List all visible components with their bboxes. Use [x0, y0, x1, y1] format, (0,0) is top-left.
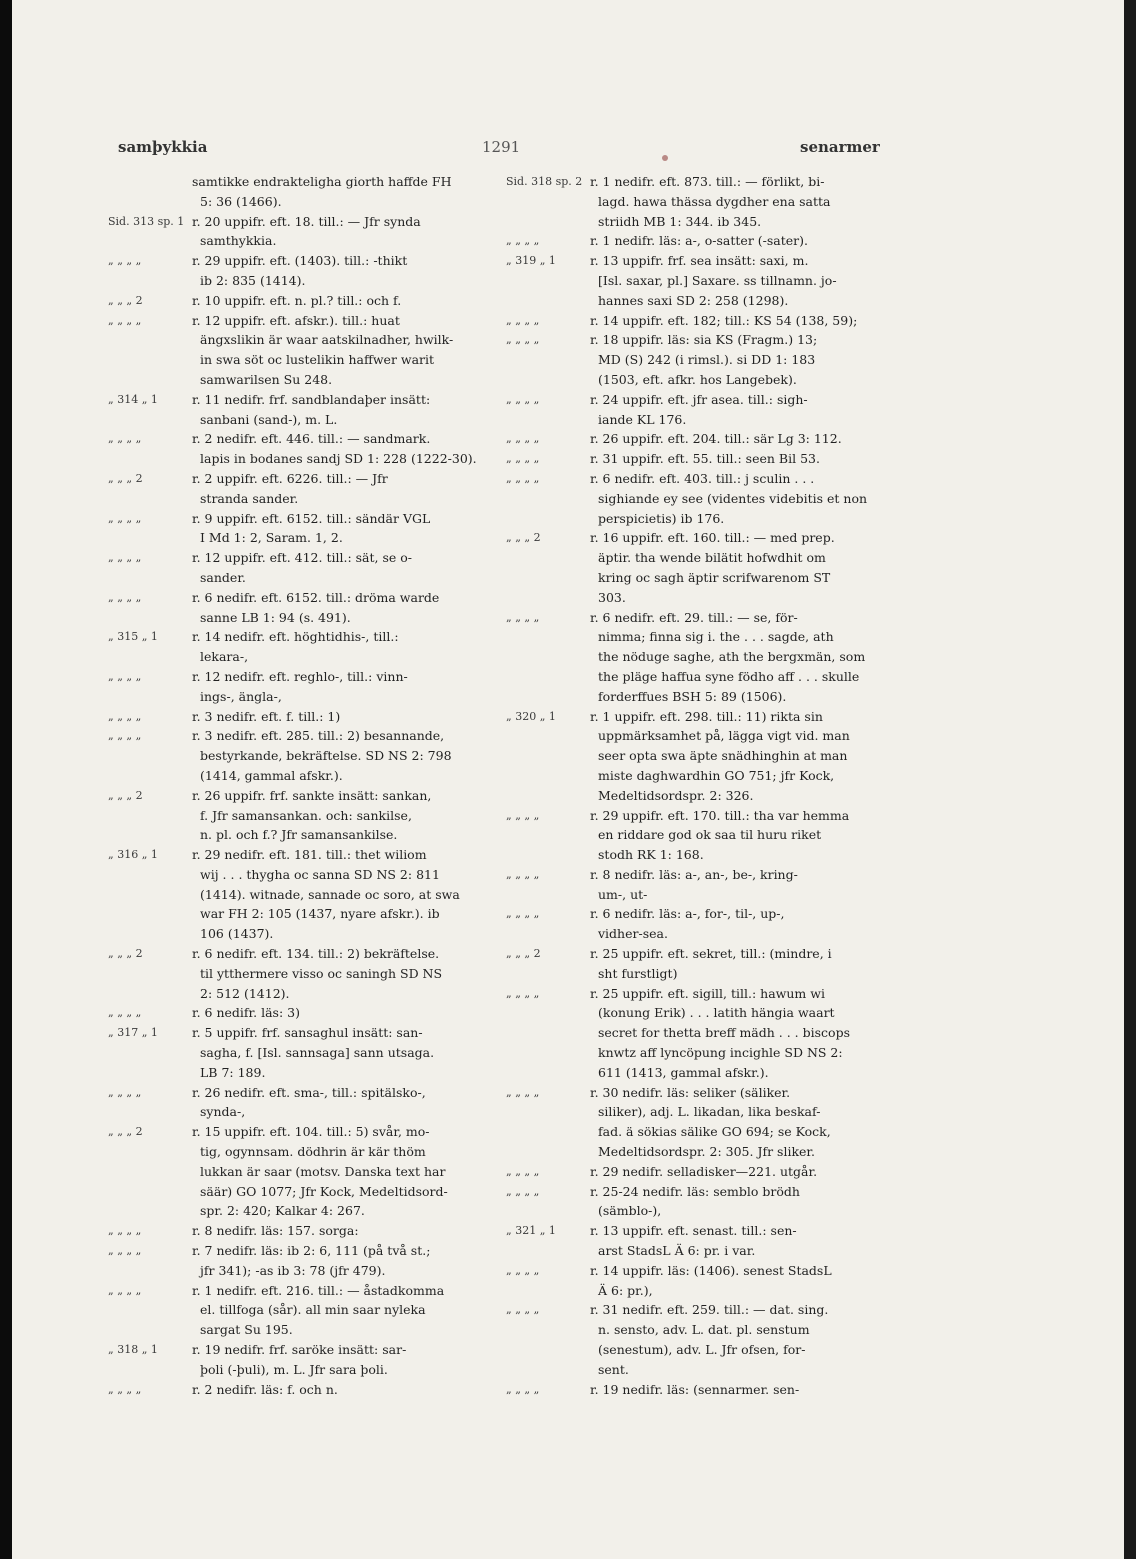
entry-line: samtikke endrakteligha giorth haffde FH	[192, 174, 452, 189]
entry-line: r. 29 uppifr. eft. 170. till.: tha var hemma	[590, 807, 850, 823]
entry-line: r. 12 uppifr. eft. 412. till.: sät, se o-	[192, 550, 413, 566]
entry-line: n. sensto, adv. L. dat. pl. senstum	[598, 1322, 810, 1338]
entry-reference: „ „ „ „	[506, 986, 540, 1000]
correction-entry	[108, 726, 498, 785]
entry-text	[590, 1380, 893, 1400]
correction-entry	[506, 1221, 893, 1261]
correction-entry	[108, 1122, 498, 1221]
entry-line: sargat Su 195.	[200, 1322, 293, 1338]
entry-text	[590, 608, 893, 707]
entry-reference: „ „ „ „	[506, 1382, 540, 1396]
entry-reference: „ „ „ 2	[108, 947, 143, 961]
entry-text	[192, 1083, 498, 1123]
entry-line: lekara-,	[200, 649, 249, 665]
entry-reference: „ „ „ „	[506, 471, 540, 485]
correction-entry	[108, 944, 498, 1003]
entry-reference: „ „ „ „	[108, 511, 142, 525]
entry-line: þoli (-þuli), m. L. Jfr sara þoli.	[200, 1361, 388, 1377]
entry-line: f. Jfr samansankan. och: sankilse,	[200, 807, 412, 823]
entry-text	[192, 786, 498, 845]
entry-reference: „ „ „ „	[506, 867, 540, 881]
entry-text	[192, 944, 498, 1003]
entry-reference: „ „ „ „	[108, 729, 142, 743]
entry-reference: „ „ „ „	[108, 1244, 142, 1258]
correction-entry	[506, 449, 893, 469]
entry-reference: „ „ „ 2	[108, 1125, 143, 1139]
entry-line: äptir. tha wende bilätit hofwdhit om	[598, 550, 826, 566]
entry-line: r. 1 nedifr. eft. 216. till.: — åstadkomma	[192, 1282, 445, 1298]
entry-reference: „ „ „ 2	[108, 293, 143, 307]
entry-line: r. 2 uppifr. eft. 6226. till.: — Jfr	[192, 470, 388, 486]
entry-line: MD (S) 242 (i rimsl.). si DD 1: 183	[598, 352, 816, 368]
entry-text	[192, 311, 498, 390]
entry-line: r. 12 uppifr. eft. afskr.). till.: huat	[192, 312, 400, 328]
entry-reference: „ „ „ „	[108, 1006, 142, 1020]
entry-line: r. 14 nedifr. eft. höghtidhis-, till.:	[192, 629, 399, 645]
entry-line: Medeltidsordspr. 2: 326.	[598, 787, 754, 803]
entry-line: jfr 341); -as ib 3: 78 (jfr 479).	[200, 1262, 386, 1278]
entry-reference: „ „ „ „	[108, 709, 142, 723]
entry-reference: „ „ „ „	[506, 1184, 540, 1198]
entry-line: (1414, gammal afskr.).	[200, 767, 343, 783]
entry-text	[192, 1281, 498, 1340]
entry-line: [Isl. saxar, pl.] Saxare. ss tillnamn. jo-	[598, 272, 837, 288]
correction-entry	[108, 786, 498, 845]
entry-line: lagd. hawa thässa dygdher ena satta	[598, 193, 831, 209]
entry-line: r. 6 nedifr. eft. 403. till.: j sculin . . .	[590, 470, 815, 486]
entry-line: r. 1 nedifr. läs: a-, o-satter (-sater).	[590, 233, 808, 249]
entry-line: r. 3 nedifr. eft. 285. till.: 2) besannande,	[192, 728, 445, 744]
entry-line: 5: 36 (1466).	[200, 193, 282, 209]
entry-line: 106 (1437).	[200, 926, 274, 942]
entry-reference: „ 316 „ 1	[108, 848, 158, 862]
entry-line: hannes saxi SD 2: 258 (1298).	[598, 292, 789, 308]
entry-text	[590, 1300, 893, 1379]
correction-entry	[506, 944, 893, 984]
entry-reference: „ „ „ „	[506, 333, 540, 347]
running-head-left: samþykkia	[118, 138, 208, 156]
entry-line: forderffues BSH 5: 89 (1506).	[598, 688, 787, 704]
entry-reference: „ „ „ „	[108, 313, 142, 327]
entry-line: striidh MB 1: 344. ib 345.	[598, 213, 762, 229]
entry-text	[192, 390, 498, 430]
entry-line: samthykkia.	[200, 233, 277, 249]
entry-line: r. 29 uppifr. eft. (1403). till.: -thikt	[192, 253, 408, 269]
left-column	[108, 172, 498, 1399]
entry-reference: „ „ „ „	[506, 1303, 540, 1317]
correction-entry	[506, 1300, 893, 1379]
entry-reference: „ „ „ „	[506, 313, 540, 327]
entry-line: r. 8 nedifr. läs: 157. sorga:	[192, 1223, 359, 1239]
entry-text	[192, 469, 498, 509]
entry-line: til ytthermere visso oc saningh SD NS	[200, 965, 443, 981]
entry-line: Medeltidsordspr. 2: 305. Jfr sliker.	[598, 1144, 815, 1160]
entry-line: sanne LB 1: 94 (s. 491).	[200, 609, 351, 625]
entry-reference: „ „ „ „	[506, 907, 540, 921]
entry-reference: „ „ „ „	[108, 254, 142, 268]
entry-line: siliker), adj. L. likadan, lika beskaf-	[598, 1104, 821, 1120]
entry-line: miste daghwardhin GO 751; jfr Kock,	[598, 767, 835, 783]
entry-text	[590, 984, 893, 1083]
entry-reference: „ „ „ „	[506, 1263, 540, 1277]
correction-entry	[506, 390, 893, 430]
correction-entry	[108, 429, 498, 469]
entry-line: LB 7: 189.	[200, 1064, 266, 1080]
entry-text	[590, 1261, 893, 1301]
entry-text	[192, 707, 498, 727]
entry-text	[192, 548, 498, 588]
entry-line: tig, ogynnsam. dödhrin är kär thöm	[200, 1144, 426, 1160]
correction-entry	[108, 588, 498, 628]
correction-entry	[108, 1340, 498, 1380]
entry-line: r. 8 nedifr. läs: a-, an-, be-, kring-	[590, 866, 798, 882]
entry-line: n. pl. och f.? Jfr samansankilse.	[200, 827, 398, 843]
entry-reference: „ „ „ „	[506, 808, 540, 822]
entry-text	[590, 1221, 893, 1261]
entry-line: stodh RK 1: 168.	[598, 847, 704, 863]
correction-entry	[506, 429, 893, 449]
entry-line: war FH 2: 105 (1437, nyare afskr.). ib	[200, 906, 440, 922]
entry-reference: „ 317 „ 1	[108, 1026, 158, 1040]
entry-line: wij . . . thygha oc sanna SD NS 2: 811	[200, 866, 440, 882]
entry-line: r. 19 nedifr. frf. saröke insätt: sar-	[192, 1342, 407, 1358]
entry-line: r. 7 nedifr. läs: ib 2: 6, 111 (på två st.;	[192, 1243, 431, 1259]
entry-reference: „ 319 „ 1	[506, 254, 556, 268]
entry-line: r. 25 uppifr. eft. sigill, till.: hawum wi	[590, 985, 825, 1001]
entry-line: iande KL 176.	[598, 411, 687, 427]
correction-entry	[506, 806, 893, 865]
correction-entry	[506, 528, 893, 607]
entry-line: ib 2: 835 (1414).	[200, 272, 306, 288]
entry-reference: „ „ „ „	[108, 1382, 142, 1396]
entry-text	[192, 627, 498, 667]
entry-text	[590, 429, 893, 449]
entry-line: kring oc sagh äptir scrifwarenom ST	[598, 569, 831, 585]
entry-reference: „ „ „ „	[506, 610, 540, 624]
entry-reference: „ „ „ 2	[108, 471, 143, 485]
entry-line: r. 1 uppifr. eft. 298. till.: 11) rikta sin	[590, 708, 823, 724]
entry-text	[590, 806, 893, 865]
correction-entry	[108, 1281, 498, 1340]
correction-entry	[108, 251, 498, 291]
entry-line: r. 14 uppifr. eft. 182; till.: KS 54 (138, 59);	[590, 312, 858, 328]
entry-line: sander.	[200, 569, 246, 585]
entry-line: Ä 6: pr.),	[598, 1282, 653, 1298]
entry-line: um-, ut-	[598, 886, 648, 902]
entry-line: r. 26 uppifr. frf. sankte insätt: sankan,	[192, 787, 432, 803]
entry-line: seer opta swa äpte snädhinghin at man	[598, 748, 848, 764]
entry-line: (senestum), adv. L. Jfr ofsen, for-	[598, 1342, 806, 1358]
entry-line: r. 6 nedifr. eft. 29. till.: — se, för-	[590, 609, 798, 625]
entry-line: sent.	[598, 1361, 629, 1377]
correction-entry	[108, 172, 498, 212]
entry-text	[192, 509, 498, 549]
entry-line: r. 13 uppifr. eft. senast. till.: sen-	[590, 1223, 797, 1239]
entry-line: 611 (1413, gammal afskr.).	[598, 1064, 769, 1080]
entry-line: r. 31 uppifr. eft. 55. till.: seen Bil 53.	[590, 451, 820, 467]
entry-line: r. 6 nedifr. eft. 6152. till.: dröma warde	[192, 589, 440, 605]
correction-entry	[506, 251, 893, 310]
correction-entry	[108, 707, 498, 727]
entry-reference: „ „ „ 2	[506, 947, 541, 961]
entry-reference: „ „ „ „	[108, 1283, 142, 1297]
entry-text	[590, 311, 893, 331]
entry-line: (sämblo-),	[598, 1203, 662, 1219]
correction-entry	[506, 984, 893, 1083]
entry-line: (konung Erik) . . . latith hängia waart	[598, 1005, 835, 1021]
entry-text	[192, 845, 498, 944]
entry-line: synda-,	[200, 1104, 246, 1120]
entry-line: r. 18 uppifr. läs: sia KS (Fragm.) 13;	[590, 332, 818, 348]
entry-reference: „ „ „ „	[506, 432, 540, 446]
entry-line: uppmärksamhet på, lägga vigt vid. man	[598, 728, 850, 744]
entry-line: r. 13 uppifr. frf. sea insätt: saxi, m.	[590, 253, 809, 269]
entry-line: r. 12 nedifr. eft. reghlo-, till.: vinn-	[192, 668, 408, 684]
entry-text	[590, 330, 893, 389]
entry-text	[192, 1003, 498, 1023]
entry-text	[192, 212, 498, 252]
correction-entry	[506, 1162, 893, 1182]
correction-entry	[108, 845, 498, 944]
ink-spot	[662, 155, 668, 161]
entry-reference: Sid. 318 sp. 2	[506, 175, 583, 188]
entry-reference: „ 314 „ 1	[108, 392, 158, 406]
entry-line: r. 16 uppifr. eft. 160. till.: — med prep.	[590, 530, 835, 546]
entry-line: sagha, f. [Isl. sannsaga] sann utsaga.	[200, 1045, 435, 1061]
correction-entry	[506, 311, 893, 331]
correction-entry	[108, 1221, 498, 1241]
entry-text	[192, 251, 498, 291]
entry-text	[590, 251, 893, 310]
entry-reference: „ „ „ 2	[506, 531, 541, 545]
entry-reference: „ 318 „ 1	[108, 1343, 158, 1357]
entry-line: r. 25-24 nedifr. läs: semblo brödh	[590, 1183, 800, 1199]
entry-text	[590, 1162, 893, 1182]
entry-line: r. 30 nedifr. läs: seliker (säliker.	[590, 1084, 791, 1100]
entry-text	[590, 390, 893, 430]
correction-entry	[108, 627, 498, 667]
entry-line: sht furstligt)	[598, 965, 678, 981]
entry-line: perspicietis) ib 176.	[598, 510, 725, 526]
entry-line: r. 15 uppifr. eft. 104. till.: 5) svår, mo-	[192, 1124, 430, 1140]
correction-entry	[506, 1261, 893, 1301]
entry-line: r. 29 nedifr. eft. 181. till.: thet wiliom	[192, 847, 427, 863]
correction-entry	[506, 707, 893, 806]
correction-entry	[506, 330, 893, 389]
entry-reference: „ „ „ „	[108, 1224, 142, 1238]
entry-line: sanbani (sand-), m. L.	[200, 411, 338, 427]
entry-text	[590, 449, 893, 469]
entry-line: secret for thetta breff mädh . . . biscops	[598, 1025, 850, 1041]
correction-entry	[108, 1241, 498, 1281]
entry-line: the pläge haffua syne födho aff . . . skulle	[598, 668, 860, 684]
entry-reference: „ „ „ „	[108, 590, 142, 604]
entry-line: I Md 1: 2, Saram. 1, 2.	[200, 530, 343, 546]
entry-line: (1414). witnade, sannade oc soro, at swa	[200, 886, 460, 902]
entry-line: stranda sander.	[200, 490, 299, 506]
entry-text	[590, 469, 893, 528]
correction-entry	[506, 608, 893, 707]
entry-text	[192, 667, 498, 707]
entry-text	[192, 1241, 498, 1281]
entry-line: säär) GO 1077; Jfr Kock, Medeltidsord-	[200, 1183, 448, 1199]
page-number: 1291	[482, 138, 521, 156]
entry-reference: „ „ „ „	[506, 1085, 540, 1099]
entry-reference: „ 315 „ 1	[108, 630, 158, 644]
entry-line: r. 6 nedifr. eft. 134. till.: 2) bekräftelse.	[192, 946, 440, 962]
entry-reference: „ „ „ „	[506, 392, 540, 406]
entry-line: r. 1 nedifr. eft. 873. till.: — förlikt, bi-	[590, 174, 825, 189]
running-head-right: senarmer	[800, 138, 880, 156]
entry-text	[192, 1023, 498, 1082]
entry-text	[590, 172, 893, 231]
entry-line: nimma; finna sig i. the . . . sagde, ath	[598, 629, 834, 645]
entry-line: 2: 512 (1412).	[200, 985, 290, 1001]
entry-reference: „ „ „ „	[506, 234, 540, 248]
entry-text	[192, 1340, 498, 1380]
entry-line: in swa söt oc lustelikin haffwer warit	[200, 352, 435, 368]
entry-line: knwtz aff lyncöpung incighle SD NS 2:	[598, 1045, 843, 1061]
entry-line: lapis in bodanes sandj SD 1: 228 (1222-30).	[200, 451, 477, 467]
entry-line: samwarilsen Su 248.	[200, 371, 333, 387]
entry-line: en riddare god ok saa til huru riket	[598, 827, 822, 843]
right-column	[506, 172, 893, 1399]
entry-reference: Sid. 313 sp. 1	[108, 214, 185, 228]
entry-line: ings-, ängla-,	[200, 688, 282, 704]
entry-line: arst StadsL Ä 6: pr. i var.	[598, 1243, 756, 1259]
entry-reference: „ „ „ „	[108, 669, 142, 683]
correction-entry	[108, 291, 498, 311]
entry-reference: „ „ „ „	[108, 1085, 142, 1099]
entry-line: lukkan är saar (motsv. Danska text har	[200, 1163, 446, 1179]
entry-line: ängxslikin är waar aatskilnadher, hwilk-	[200, 332, 454, 348]
entry-line: r. 5 uppifr. frf. sansaghul insätt: san-	[192, 1025, 423, 1041]
entry-reference: „ „ „ „	[108, 551, 142, 565]
entry-text	[192, 1380, 498, 1400]
correction-entry	[108, 509, 498, 549]
entry-line: r. 26 nedifr. eft. sma-, till.: spitälsko-,	[192, 1084, 426, 1100]
entry-line: fad. ä sökias sälike GO 694; se Kock,	[598, 1124, 831, 1140]
entry-line: r. 11 nedifr. frf. sandblandaþer insätt:	[192, 391, 431, 407]
correction-entry	[108, 212, 498, 252]
entry-text	[192, 291, 498, 311]
entry-line: spr. 2: 420; Kalkar 4: 267.	[200, 1203, 365, 1219]
correction-entry	[506, 231, 893, 251]
entry-line: r. 31 nedifr. eft. 259. till.: — dat. sing.	[590, 1302, 829, 1318]
entry-text	[192, 429, 498, 469]
entry-text	[590, 231, 893, 251]
entry-line: r. 19 nedifr. läs: (sennarmer. sen-	[590, 1381, 800, 1397]
entry-line: r. 10 uppifr. eft. n. pl.? till.: och f.	[192, 292, 402, 308]
entry-text	[192, 588, 498, 628]
entry-reference: „ 320 „ 1	[506, 709, 556, 723]
entry-reference: „ 321 „ 1	[506, 1224, 556, 1238]
correction-entry	[108, 1003, 498, 1023]
entry-line: r. 26 uppifr. eft. 204. till.: sär Lg 3: 112.	[590, 431, 842, 447]
entry-line: the nöduge saghe, ath the bergxmän, som	[598, 649, 866, 665]
entry-line: r. 25 uppifr. eft. sekret, till.: (mindre, i	[590, 946, 832, 962]
correction-entry	[506, 865, 893, 905]
correction-entry	[506, 1083, 893, 1162]
entry-text	[192, 172, 498, 212]
correction-entry	[108, 1380, 498, 1400]
entry-text	[192, 1221, 498, 1241]
correction-entry	[108, 311, 498, 390]
correction-entry	[108, 667, 498, 707]
entry-reference: „ „ „ „	[506, 1164, 540, 1178]
entry-line: r. 2 nedifr. läs: f. och n.	[192, 1381, 338, 1397]
entry-line: r. 20 uppifr. eft. 18. till.: — Jfr synda	[192, 213, 421, 229]
entry-line: vidher-sea.	[598, 926, 668, 942]
correction-entry	[108, 390, 498, 430]
correction-entry	[108, 469, 498, 509]
scan-edge-left	[0, 0, 12, 1559]
entry-line: r. 9 uppifr. eft. 6152. till.: sändär VGL	[192, 510, 431, 526]
entry-reference: „ „ „ „	[108, 432, 142, 446]
entry-line: (1503, eft. afkr. hos Langebek).	[598, 371, 797, 387]
entry-text	[590, 1182, 893, 1222]
entry-reference: „ „ „ 2	[108, 788, 143, 802]
entry-line: r. 29 nedifr. selladisker—221. utgår.	[590, 1163, 818, 1179]
correction-entry	[506, 172, 893, 231]
entry-reference	[108, 172, 192, 212]
entry-line: r. 3 nedifr. eft. f. till.: 1)	[192, 708, 341, 724]
correction-entry	[506, 469, 893, 528]
entry-text	[192, 1122, 498, 1221]
correction-entry	[108, 548, 498, 588]
entry-line: r. 6 nedifr. läs: 3)	[192, 1005, 300, 1021]
entry-text	[192, 726, 498, 785]
entry-reference: „ „ „ „	[506, 452, 540, 466]
correction-entry	[108, 1023, 498, 1082]
entry-text	[590, 1083, 893, 1162]
entry-line: r. 6 nedifr. läs: a-, for-, til-, up-,	[590, 906, 785, 922]
correction-entry	[108, 1083, 498, 1123]
entry-line: el. tillfoga (sår). all min saar nyleka	[200, 1302, 426, 1318]
entry-line: sighiande ey see (videntes videbitis et non	[598, 490, 868, 506]
entry-line: r. 24 uppifr. eft. jfr asea. till.: sigh-	[590, 391, 808, 407]
entry-text	[590, 865, 893, 905]
entry-text	[590, 944, 893, 984]
entry-line: 303.	[598, 589, 626, 605]
entry-line: bestyrkande, bekräftelse. SD NS 2: 798	[200, 748, 452, 764]
scan-edge-right	[1124, 0, 1136, 1559]
entry-text	[590, 707, 893, 806]
correction-entry	[506, 1182, 893, 1222]
entry-line: r. 2 nedifr. eft. 446. till.: — sandmark.	[192, 431, 431, 447]
entry-text	[590, 904, 893, 944]
entry-line: r. 14 uppifr. läs: (1406). senest StadsL	[590, 1262, 832, 1278]
entry-text	[590, 528, 893, 607]
correction-entry	[506, 1380, 893, 1400]
correction-entry	[506, 904, 893, 944]
